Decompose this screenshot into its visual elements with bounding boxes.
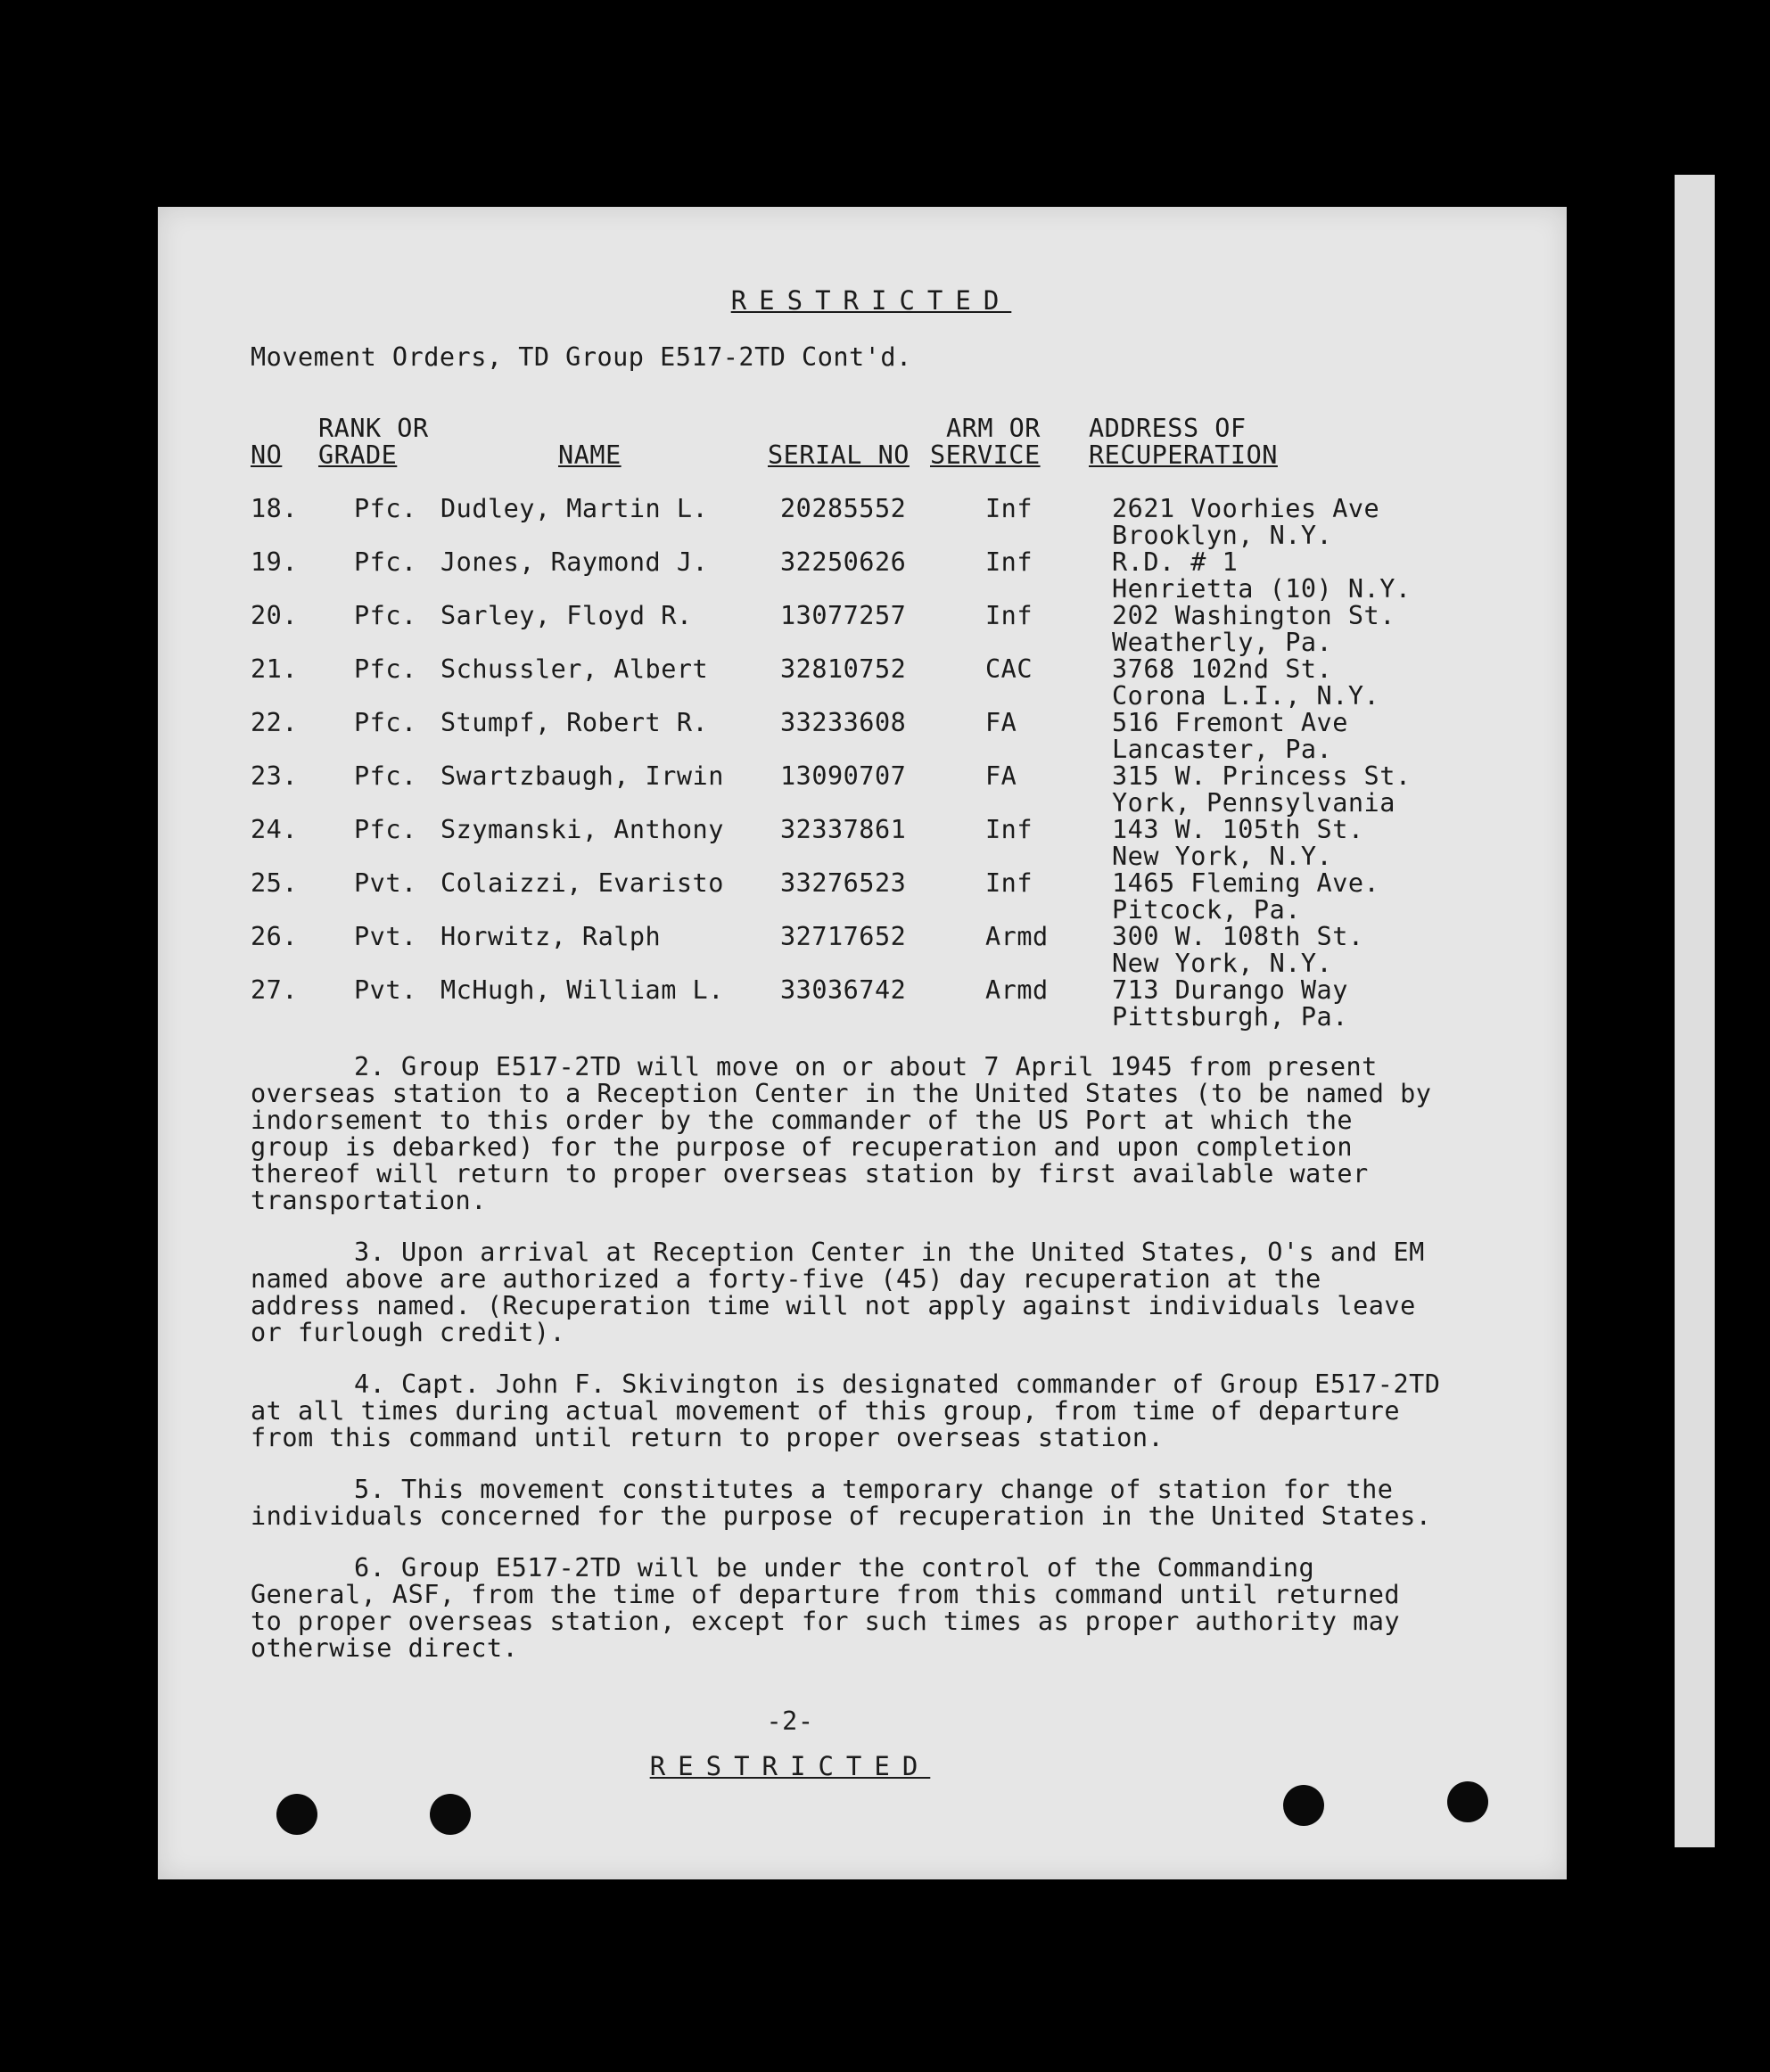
address-line1: 1465 Fleming Ave.: [1112, 868, 1380, 898]
row-address: [1112, 496, 1486, 549]
row-address: [1112, 710, 1486, 763]
header-address-line2: RECUPERATION: [1089, 440, 1278, 470]
row-address: [1112, 603, 1486, 656]
row-serial: 33276523: [780, 868, 907, 898]
address-line2: Brooklyn, N.Y.: [1112, 521, 1333, 550]
table-row: [251, 924, 1486, 977]
row-no: 23.: [251, 761, 298, 791]
header-arm-line1: ARM OR: [946, 414, 1041, 443]
address-line2: Lancaster, Pa.: [1112, 735, 1333, 764]
row-address: [1112, 924, 1486, 977]
table-row: [251, 656, 1486, 710]
row-arm: FA: [985, 708, 1017, 737]
address-line2: Corona L.I., N.Y.: [1112, 681, 1380, 711]
row-name: Colaizzi, Evaristo: [440, 868, 724, 898]
row-no: 24.: [251, 815, 298, 844]
row-rank: Pfc.: [354, 708, 417, 737]
address-line2: Pittsburgh, Pa.: [1112, 1002, 1348, 1032]
table-header: [251, 415, 1499, 469]
header-rank-line2: GRADE: [318, 440, 398, 470]
table-row: [251, 870, 1486, 924]
address-line1: R.D. # 1: [1112, 547, 1239, 577]
row-no: 20.: [251, 601, 298, 630]
row-address: [1112, 817, 1486, 870]
paragraph-2: 2. Group E517-2TD will move on or about 7 April 1945 from present overseas station to a Reception Center in the United States (to be named by indorsement to this order by the commander of the US Port at which the group is debarked) for the purpose of recuperation and upon completion thereof will return to proper overseas station by first available water transportation.: [251, 1052, 1432, 1215]
row-serial: 33036742: [780, 975, 907, 1005]
row-address: [1112, 656, 1486, 710]
row-rank: Pfc.: [354, 654, 417, 684]
row-name: Horwitz, Ralph: [440, 922, 662, 951]
address-line2: New York, N.Y.: [1112, 842, 1333, 871]
row-serial: 33233608: [780, 708, 907, 737]
row-arm: FA: [985, 761, 1017, 791]
row-no: 19.: [251, 547, 298, 577]
address-line1: 315 W. Princess St.: [1112, 761, 1412, 791]
table-row: [251, 763, 1486, 817]
row-serial: 32810752: [780, 654, 907, 684]
row-address: [1112, 977, 1486, 1031]
binder-hole: [276, 1794, 317, 1835]
table-row: [251, 603, 1486, 656]
row-no: 25.: [251, 868, 298, 898]
row-arm: Inf: [985, 547, 1033, 577]
address-line2: New York, N.Y.: [1112, 949, 1333, 978]
row-rank: Pfc.: [354, 547, 417, 577]
header-serial: SERIAL NO: [768, 440, 910, 470]
row-serial: 32250626: [780, 547, 907, 577]
header-address-line1: ADDRESS OF: [1089, 414, 1247, 443]
row-serial: 32337861: [780, 815, 907, 844]
table-row: [251, 496, 1486, 549]
row-no: 22.: [251, 708, 298, 737]
row-rank: Pfc.: [354, 761, 417, 791]
row-serial: 32717652: [780, 922, 907, 951]
adjacent-page-edge: [1675, 175, 1715, 1847]
header-no: NO: [251, 440, 283, 470]
row-rank: Pvt.: [354, 922, 417, 951]
row-rank: Pfc.: [354, 601, 417, 630]
address-line1: 2621 Voorhies Ave: [1112, 494, 1380, 523]
address-line1: 202 Washington St.: [1112, 601, 1395, 630]
row-arm: Armd: [985, 975, 1049, 1005]
address-line2: Henrietta (10) N.Y.: [1112, 574, 1412, 604]
document-subtitle: Movement Orders, TD Group E517-2TD Cont'd.: [251, 342, 912, 372]
row-arm: Inf: [985, 815, 1033, 844]
row-no: 21.: [251, 654, 298, 684]
address-line1: 3768 102nd St.: [1112, 654, 1333, 684]
address-line2: Weatherly, Pa.: [1112, 628, 1333, 657]
table-row: [251, 549, 1486, 603]
page-number: -2-: [766, 1706, 814, 1736]
row-arm: Armd: [985, 922, 1049, 951]
row-no: 26.: [251, 922, 298, 951]
classification-footer: RESTRICTED: [649, 1751, 931, 1781]
paragraph-6: 6. Group E517-2TD will be under the control of the Commanding General, ASF, from the time of departure from this command until returned to proper overseas station, except for such times as proper authority may otherwise direct.: [251, 1553, 1401, 1663]
row-serial: 13090707: [780, 761, 907, 791]
header-rank-line1: RANK OR: [318, 414, 429, 443]
row-rank: Pfc.: [354, 815, 417, 844]
header-name: NAME: [558, 440, 622, 470]
row-name: Swartzbaugh, Irwin: [440, 761, 724, 791]
binder-hole: [1283, 1785, 1324, 1826]
table-row: [251, 817, 1486, 870]
row-name: Schussler, Albert: [440, 654, 709, 684]
row-arm: Inf: [985, 494, 1033, 523]
personnel-table: [251, 496, 1486, 1031]
row-arm: Inf: [985, 601, 1033, 630]
address-line2: Pitcock, Pa.: [1112, 895, 1301, 925]
address-line1: 516 Fremont Ave: [1112, 708, 1348, 737]
row-arm: CAC: [985, 654, 1033, 684]
row-no: 18.: [251, 494, 298, 523]
row-name: Dudley, Martin L.: [440, 494, 709, 523]
address-line1: 143 W. 105th St.: [1112, 815, 1364, 844]
row-rank: Pvt.: [354, 868, 417, 898]
paragraph-3: 3. Upon arrival at Reception Center in the United States, O's and EM named above are authorized a forty-five (45) day recuperation at the address named. (Recuperation time will not apply against individuals leave or furlough credit).: [251, 1237, 1425, 1347]
classification-header: RESTRICTED: [730, 285, 1012, 316]
address-line1: 713 Durango Way: [1112, 975, 1348, 1005]
binder-hole: [1447, 1781, 1488, 1822]
document-body: [251, 287, 1499, 1780]
row-serial: 20285552: [780, 494, 907, 523]
binder-hole: [430, 1794, 471, 1835]
row-no: 27.: [251, 975, 298, 1005]
row-name: Sarley, Floyd R.: [440, 601, 693, 630]
address-line1: 300 W. 108th St.: [1112, 922, 1364, 951]
row-name: Stumpf, Robert R.: [440, 708, 709, 737]
row-rank: Pfc.: [354, 494, 417, 523]
header-arm-line2: SERVICE: [930, 440, 1041, 470]
row-name: Szymanski, Anthony: [440, 815, 724, 844]
row-name: Jones, Raymond J.: [440, 547, 709, 577]
table-row: [251, 710, 1486, 763]
row-serial: 13077257: [780, 601, 907, 630]
row-rank: Pvt.: [354, 975, 417, 1005]
row-name: McHugh, William L.: [440, 975, 724, 1005]
paragraph-4: 4. Capt. John F. Skivington is designated commander of Group E517-2TD at all times during actual movement of this group, from time of departure from this command until return to proper overseas station.: [251, 1369, 1441, 1452]
row-address: [1112, 870, 1486, 924]
row-address: [1112, 763, 1486, 817]
document-page: [158, 207, 1567, 1879]
table-row: [251, 977, 1486, 1031]
row-arm: Inf: [985, 868, 1033, 898]
paragraph-5: 5. This movement constitutes a temporary change of station for the individuals concerned for the purpose of recuperation in the United States.: [251, 1475, 1432, 1531]
row-address: [1112, 549, 1486, 603]
address-line2: York, Pennsylvania: [1112, 788, 1395, 818]
